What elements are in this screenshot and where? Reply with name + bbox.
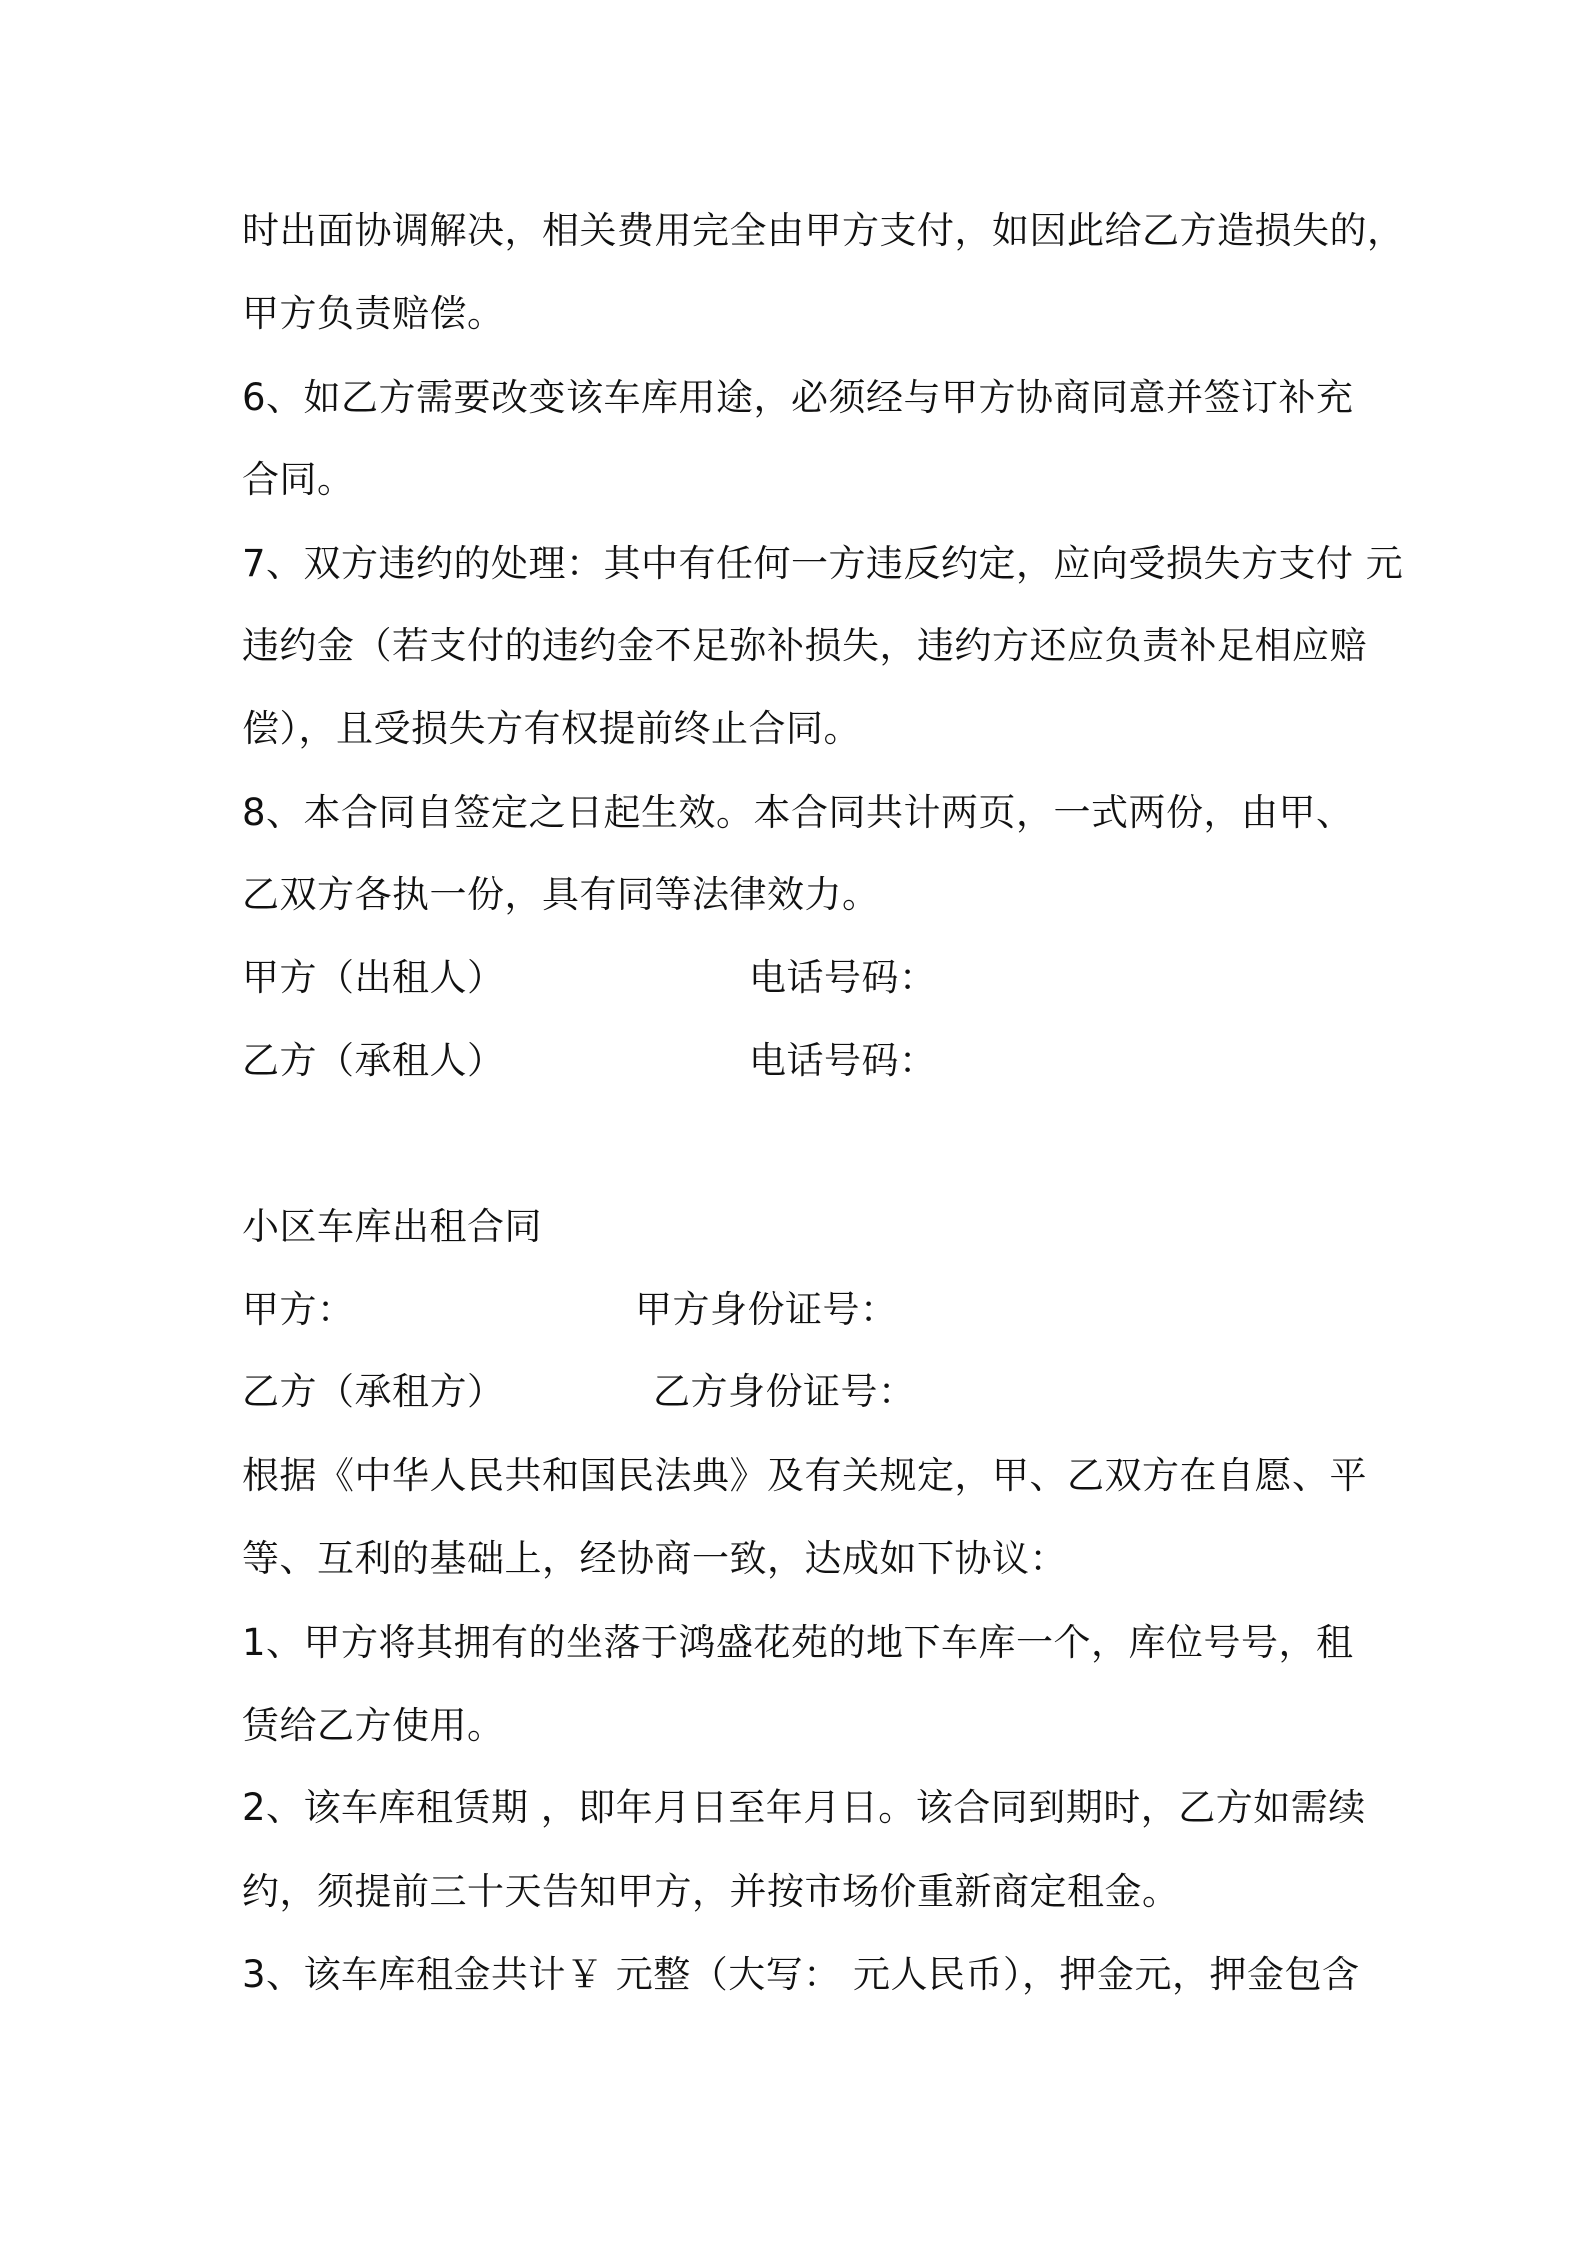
party-b-id-label: 乙方身份证号： bbox=[653, 1370, 916, 1413]
paragraph-line: 甲方负责赔偿。 bbox=[242, 292, 505, 335]
party-a-phone-label: 电话号码： bbox=[749, 956, 937, 999]
paragraph-line: 违约金（若支付的违约金不足弥补损失，违约方还应负责补足相应赔 bbox=[242, 624, 1367, 667]
clause-6-line: 6、如乙方需要改变该车库用途，必须经与甲方协商同意并签订补充 bbox=[242, 376, 1354, 419]
paragraph-line: 时出面协调解决，相关费用完全由甲方支付，如因此给乙方造损失的， bbox=[242, 209, 1405, 252]
party-b-row bbox=[242, 1368, 916, 1416]
signature-row-party-a bbox=[242, 954, 937, 1002]
preamble-line: 根据《中华人民共和国民法典》及有关规定，甲、乙双方在自愿、平 bbox=[242, 1454, 1367, 1497]
paragraph-line: 合同。 bbox=[242, 458, 355, 501]
paragraph-line: 约，须提前三十天告知甲方，并按市场价重新商定租金。 bbox=[242, 1870, 1180, 1913]
party-a-row bbox=[242, 1286, 898, 1334]
party-b-phone-label: 电话号码： bbox=[749, 1039, 937, 1082]
contract-title: 小区车库出租合同 bbox=[242, 1205, 542, 1248]
preamble-line: 等、互利的基础上，经协商一致，达成如下协议： bbox=[242, 1537, 1067, 1580]
clause-2-line: 2、该车库租赁期 ，即年月日至年月日。该合同到期时，乙方如需续 bbox=[242, 1786, 1366, 1829]
clause-7-line: 7、双方违约的处理：其中有任何一方违反约定，应向受损失方支付 元 bbox=[242, 542, 1404, 585]
party-a-label: 甲方（出租人） bbox=[242, 956, 505, 999]
clause-3-line: 3、该车库租金共计￥ 元整（大写： 元人民币），押金元，押金包含 bbox=[242, 1953, 1360, 1996]
paragraph-line: 赁给乙方使用。 bbox=[242, 1704, 505, 1747]
party-a-field-label: 甲方： bbox=[242, 1288, 355, 1331]
signature-row-party-b bbox=[242, 1037, 937, 1085]
party-a-id-label: 甲方身份证号： bbox=[635, 1288, 898, 1331]
party-b-field-label: 乙方（承租方） bbox=[242, 1370, 505, 1413]
paragraph-line: 偿），且受损失方有权提前终止合同。 bbox=[242, 707, 861, 750]
party-b-label: 乙方（承租人） bbox=[242, 1039, 505, 1082]
clause-1-line: 1、甲方将其拥有的坐落于鸿盛花苑的地下车库一个，库位号号，租 bbox=[242, 1621, 1354, 1664]
clause-8-line: 8、本合同自签定之日起生效。本合同共计两页，一式两份，由甲、 bbox=[242, 791, 1354, 834]
paragraph-line: 乙双方各执一份，具有同等法律效力。 bbox=[242, 873, 880, 916]
